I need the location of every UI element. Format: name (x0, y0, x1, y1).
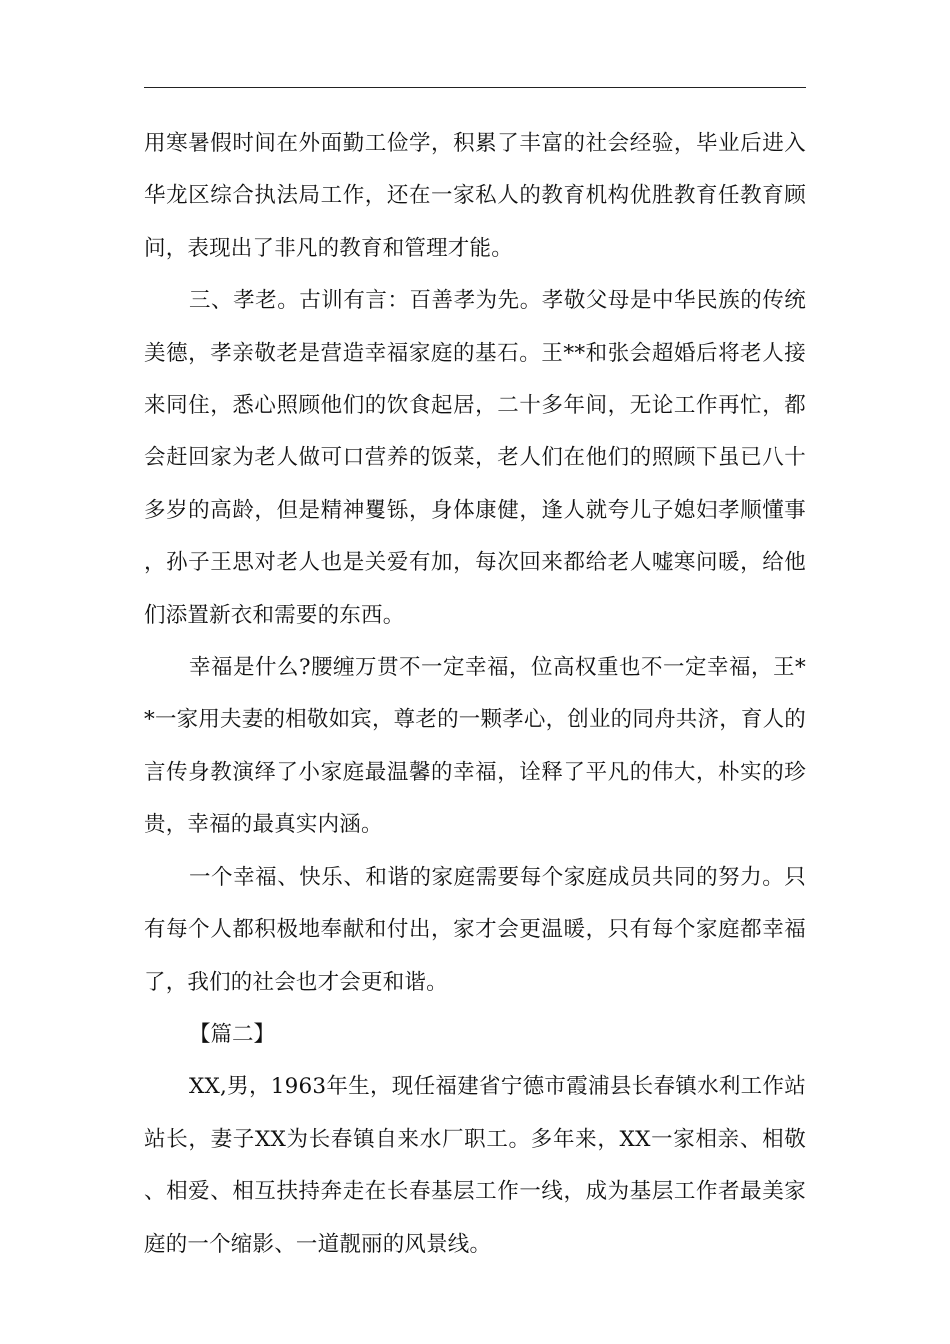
paragraph-harmony: 一个幸福、快乐、和谐的家庭需要每个家庭成员共同的努力。只有每个人都积极地奉献和付出，家才会更温暖，只有每个家庭都幸福了，我们的社会也才会更和谐。 (144, 864, 806, 995)
paragraph-continuation: 用寒暑假时间在外面勤工俭学，积累了丰富的社会经验，毕业后进入华龙区综合执法局工作，还在一家私人的教育机构优胜教育任教育顾问，表现出了非凡的教育和管理才能。 (144, 131, 806, 261)
document-body (144, 118, 806, 1271)
paragraph-happiness: 幸福是什么?腰缠万贯不一定幸福，位高权重也不一定幸福，王**一家用夫妻的相敬如宾，尊老的一颗孝心，创业的同舟共济，育人的言传身教演绎了小家庭最温馨的幸福，诠释了平凡的伟大，朴实的珍贵，幸福的最真实内涵。 (144, 655, 806, 838)
section-heading: 【篇二】 (189, 1021, 276, 1047)
header-rule (144, 87, 806, 88)
paragraph-section-two: XX,男，1963年生，现任福建省宁德市霞浦县长春镇水利工作站站长，妻子XX为长春镇自来水厂职工。多年来，XX一家相亲、相敬、相爱、相互扶持奔走在长春基层工作一线，成为基层工作者最美家庭的一个缩影、一道靓丽的风景线。 (144, 1074, 806, 1257)
paragraph-filial-piety: 三、孝老。古训有言：百善孝为先。孝敬父母是中华民族的传统美德，孝亲敬老是营造幸福家庭的基石。王**和张会超婚后将老人接来同住，悉心照顾他们的饮食起居，二十多年间，无论工作再忙，都会赶回家为老人做可口营养的饭菜，老人们在他们的照顾下虽已八十多岁的高龄，但是精神矍铄，身体康健，逢人就夸儿子媳妇孝顺懂事，孙子王思对老人也是关爱有加，每次回来都给老人嘘寒问暖，给他们添置新衣和需要的东西。 (144, 288, 806, 628)
